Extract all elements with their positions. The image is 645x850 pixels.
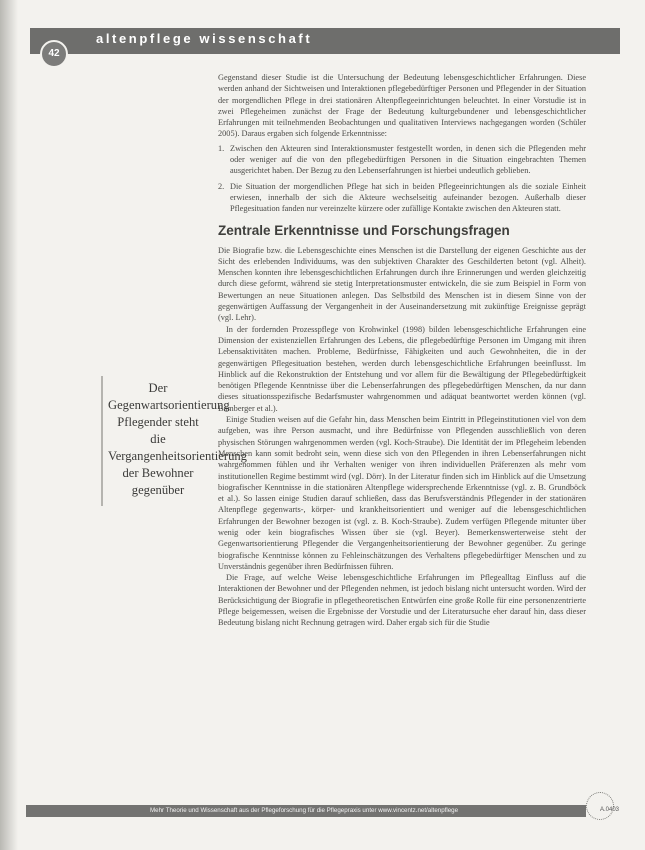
footer-stamp-icon	[586, 792, 614, 820]
list-item	[218, 143, 586, 177]
list-item	[218, 181, 586, 215]
footer-code: A.0403	[600, 807, 620, 813]
list-number: 2.	[218, 181, 225, 191]
body-paragraph: Die Frage, auf welche Weise lebensgeschichtliche Erfahrungen im Pflegealltag Einfluss auf die Interaktionen der Bewohner und der Pflegenden nehmen, ist jedoch bislang nicht untersucht worden. Wird der Berücksichtigung der Biografie in pflegetheoretischen Entwürfen eine große Rolle für eine personenzentrierte Pflege beigemessen, weisen die Ergebnisse der Vorstudie und der Literatursuche eher darauf hin, dass dieser Bedeutung bislang nicht Rechnung getragen wird. Daher ergab sich für die Studie	[218, 573, 586, 628]
findings-list	[218, 143, 586, 215]
list-text: Zwischen den Akteuren sind Interaktionsmuster festgestellt worden, in denen sich die Pflegenden mehr oder weniger auf die von den pflegebedürftigen Personen in die Situation eingebrachten Themen ausgerichtet haben. Der Bezug zu den Lebenserfahrungen ist hierbei undeutlich geblieben.	[230, 143, 586, 176]
pull-quote: Der Gegenwartsorientierung Pflegender steht die Vergangenheitsorientierung der Bewohner gegenüber	[108, 381, 247, 497]
article-body	[218, 72, 586, 629]
journal-title: altenpflege wissenschaft	[96, 31, 313, 46]
intro-paragraph: Gegenstand dieser Studie ist die Untersuchung der Bedeutung lebensgeschichtlicher Erfahrungen. Diese werden anhand der Sichtweisen und Interaktionen pflegebedürftiger Personen und Pflegender in der Situation der morgendlichen Pflege in drei stationären Altenpflegeeinrichtungen beleuchtet. In einer Vorstudie ist in zwei Pflegeheimen zunächst der Frage der Bedeutung kulturgebundener und lebensgeschichtlicher Erfahrungen mit teilnehmenden Beobachtungen und qualitativen Interviews nachgegangen worden (Schüler 2005). Daraus ergaben sich folgende Erkenntnisse:	[218, 73, 586, 139]
body-paragraph: Einige Studien weisen auf die Gefahr hin, dass Menschen beim Eintritt in Pflegeinstitutionen viel von dem aufgeben, was ihre Person ausmacht, und ihre Bedürfnisse von Pflegenden ausschließlich von deren physischen Störungen wahrgenommen werden (vgl. Koch-Straube). Die Identität der im Pflegeheim lebenden Menschen kann somit bedroht sein, wenn diese sich von den Pflegenden in ihren Lebenserfahrungen nicht wahrgenommen fühlen und ihr Verhalten weniger von ihren individuellen Präferenzen als mehr vom institutionellen Regime bestimmt wird (vgl. Dörr). In der Literatur finden sich im Hinblick auf die Umsetzung biografischer Kenntnisse in die stationären Altenpflege widersprechende Erkenntnisse (vgl. z. B. Grundböck et al.). So lassen einige Studien darauf schließen, dass das Berufsverständnis Pflegender in der stationären Altenpflege gegenwarts-, körper- und krankheitsorientiert und weniger auf die lebensgeschichtlichen Erfahrungen der Bewohner bezogen ist (vgl. z. B. Koch-Straube). Zudem verfügen Pflegende mitunter über wenig oder kein biografisches Wissen über sie (vgl. Beyer). Bemerkenswerterweise steht der Gegenwartsorientierung Pflegender die Vergangenheitsorientierung der Bewohner gegenüber. Zu geringe biografische Kenntnisse können zu Fehleinschätzungen des Verhaltens pflegebedürftiger Menschen und zu Unverständnis gegenüber ihren Bedürfnissen führen.	[218, 415, 586, 571]
list-text: Die Situation der morgendlichen Pflege hat sich in beiden Pflegeeinrichtungen als die soziale Einheit erwiesen, innerhalb der sich die Akteure wechselseitig aufeinander bezogen. Außerhalb dieser Pflegesituation fanden nur vereinzelte kürzere oder zufällige Kontakte zwischen den Akteuren statt.	[230, 181, 586, 214]
pull-quote-rule	[101, 376, 103, 506]
list-number: 1.	[218, 143, 225, 153]
body-paragraph: Die Biografie bzw. die Lebensgeschichte eines Menschen ist die Darstellung der eigenen Geschichte aus der Sicht des erlebenden Individuums, was den subjektiven Charakter des Geschilderten betont (vgl. Alheit). Menschen konnten ihre lebensgeschichtlichen Erfahrungen durch ihre Erinnerungen und werden gleichzeitig durch diese geformt, während sie stetig Interpretationsmuster entwickeln, die sie zum Beispiel in Form von Bewertungen an neue Situationen anlegen. Das Selbstbild des Menschen ist in diesem Sinne von der gegenwärtigen Auffassung der Vergangenheit in der Auseinandersetzung mit zukünftige Ereignisse geprägt (vgl. Lehr).	[218, 245, 586, 323]
page-number: 42	[40, 40, 68, 68]
body-paragraph: In der fordernden Prozesspflege von Krohwinkel (1998) bilden lebensgeschichtliche Erfahrungen eine Dimension der existenziellen Erfahrungen des Lebens, die pflegebedürftige Personen im Umgang mit ihren Lebensaktivitäten machen. Probleme, Bedürfnisse, Fähigkeiten und auch Gewohnheiten, die in der gegenwärtigen Pflegesituation bestehen, werden durch lebensgeschichtliche Erfahrungen beeinflusst. Im Hinblick auf die Rekonstruktion der Entstehung und vor allem für die Bewältigung der Pflegebedürftigkeit benötigen Pflegende Kenntnisse über die Lebenserfahrungen des pflegebedürftigen Menschen, da nur dann dieses situationsspezifische Bedarfsmuster wahrgenommen und adäquat beantwortet werden können (vgl. Bamberger et al.).	[218, 324, 586, 413]
section-heading: Zentrale Erkenntnisse und Forschungsfragen	[218, 222, 510, 238]
footer-promo-text: Mehr Theorie und Wissenschaft aus der Pflegeforschung für die Pflegepraxis unter www.vincentz.net/altenpflege	[150, 807, 459, 814]
